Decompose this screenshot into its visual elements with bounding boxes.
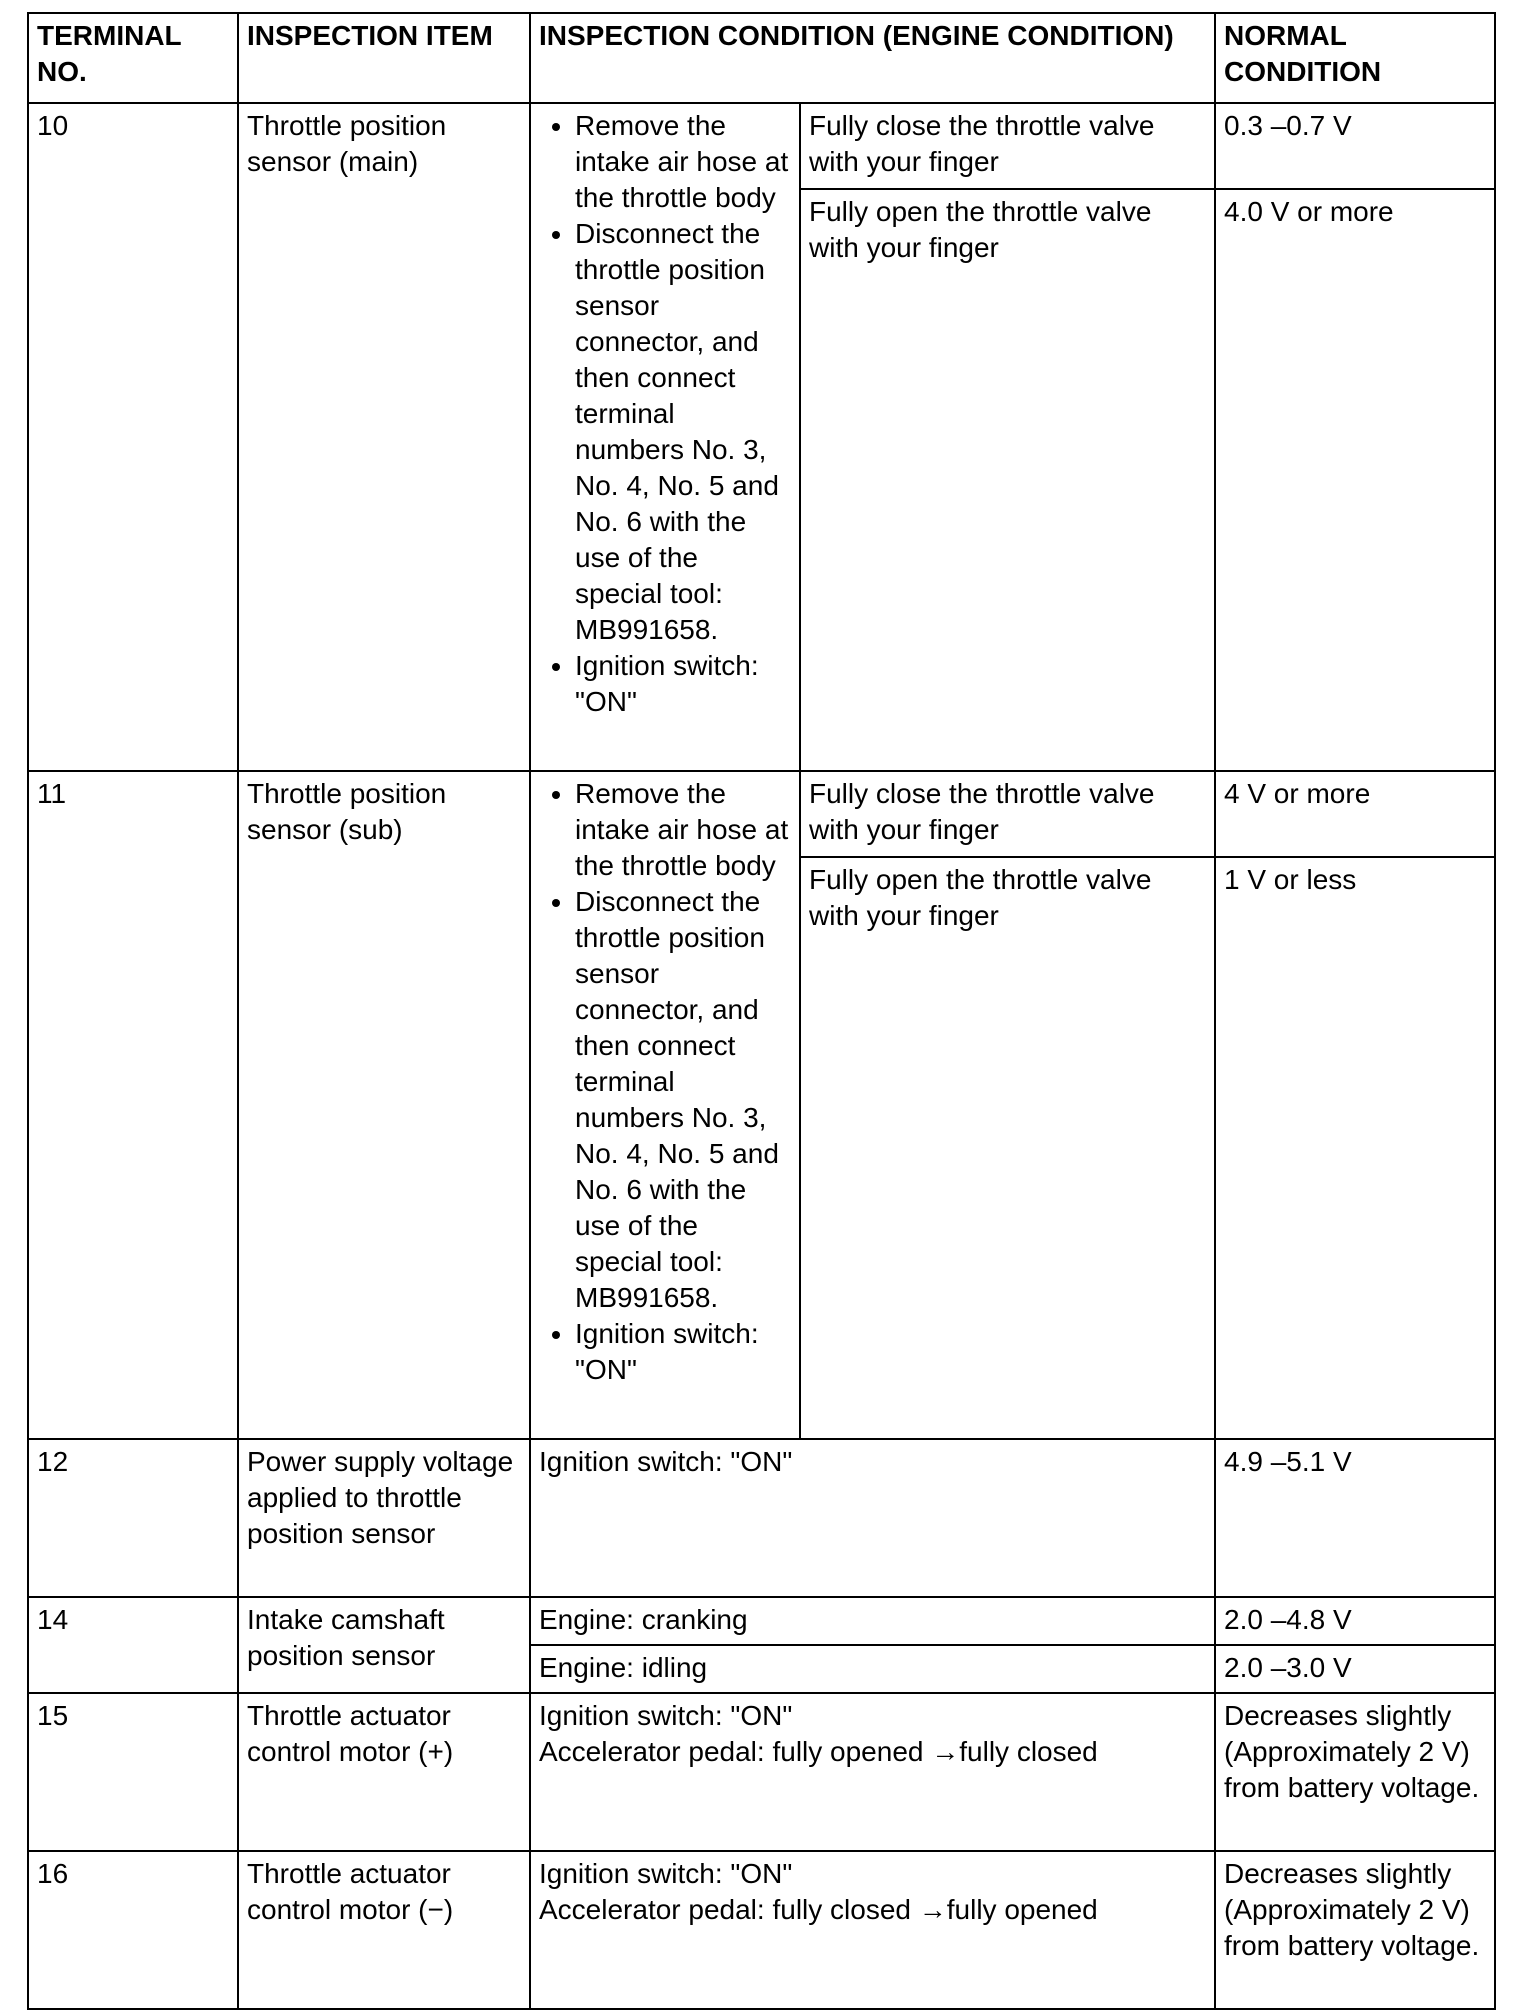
step-item: • Disconnect the throttle position sensor connector, and then connect terminal numbers No. 3, No. 4, No. 5 and No. 6 with the use of the special tool: MB991658. bbox=[575, 216, 791, 648]
normal-condition: 4 V or more bbox=[1215, 771, 1495, 857]
inspection-item: Power supply voltage applied to throttle position sensor bbox=[238, 1439, 530, 1597]
table-row bbox=[28, 1851, 1495, 2009]
inspection-table bbox=[27, 12, 1496, 2010]
table-row bbox=[28, 1597, 1495, 1645]
condition-line: Accelerator pedal: fully opened →fully closed bbox=[539, 1736, 1098, 1767]
inspection-condition bbox=[530, 1693, 1215, 1851]
condition-line: Ignition switch: "ON" bbox=[539, 1700, 793, 1731]
terminal-no: 11 bbox=[28, 771, 238, 1439]
terminal-no: 10 bbox=[28, 103, 238, 771]
sub-condition: Fully close the throttle valve with your finger bbox=[800, 103, 1215, 189]
condition-line: Ignition switch: "ON" bbox=[539, 1858, 793, 1889]
sub-condition: Fully close the throttle valve with your finger bbox=[800, 771, 1215, 857]
normal-condition: 1 V or less bbox=[1215, 857, 1495, 1439]
table-row bbox=[28, 1693, 1495, 1851]
header-inspection-condition: INSPECTION CONDITION (ENGINE CONDITION) bbox=[530, 13, 1215, 103]
inspection-condition: Ignition switch: "ON" bbox=[530, 1439, 1215, 1597]
step-item: • Disconnect the throttle position sensor connector, and then connect terminal numbers No. 3, No. 4, No. 5 and No. 6 with the use of the special tool: MB991658. bbox=[575, 884, 791, 1316]
inspection-condition: Engine: cranking bbox=[530, 1597, 1215, 1645]
sub-condition: Fully open the throttle valve with your finger bbox=[800, 857, 1215, 1439]
inspection-item: Throttle position sensor (main) bbox=[238, 103, 530, 771]
terminal-no: 14 bbox=[28, 1597, 238, 1693]
table-row bbox=[28, 771, 1495, 857]
normal-condition: Decreases slightly (Approximately 2 V) from battery voltage. bbox=[1215, 1851, 1495, 2009]
inspection-steps bbox=[530, 103, 800, 771]
inspection-condition: Engine: idling bbox=[530, 1645, 1215, 1693]
table-row bbox=[28, 103, 1495, 189]
terminal-no: 12 bbox=[28, 1439, 238, 1597]
header-row bbox=[28, 13, 1495, 103]
normal-condition: 0.3 –0.7 V bbox=[1215, 103, 1495, 189]
terminal-no: 16 bbox=[28, 1851, 238, 2009]
inspection-item: Throttle position sensor (sub) bbox=[238, 771, 530, 1439]
normal-condition: 2.0 –4.8 V bbox=[1215, 1597, 1495, 1645]
step-item: • Remove the intake air hose at the throttle body bbox=[575, 776, 791, 884]
header-inspection-item: INSPECTION ITEM bbox=[238, 13, 530, 103]
condition-line: Accelerator pedal: fully closed →fully opened bbox=[539, 1894, 1098, 1925]
header-normal-condition: NORMAL CONDITION bbox=[1215, 13, 1495, 103]
step-item: • Ignition switch: "ON" bbox=[575, 648, 791, 720]
sub-condition: Fully open the throttle valve with your finger bbox=[800, 189, 1215, 771]
normal-condition: Decreases slightly (Approximately 2 V) from battery voltage. bbox=[1215, 1693, 1495, 1851]
normal-condition: 4.0 V or more bbox=[1215, 189, 1495, 771]
inspection-item: Intake camshaft position sensor bbox=[238, 1597, 530, 1693]
step-item: • Remove the intake air hose at the throttle body bbox=[575, 108, 791, 216]
inspection-item: Throttle actuator control motor (+) bbox=[238, 1693, 530, 1851]
table-row bbox=[28, 1439, 1495, 1597]
inspection-condition bbox=[530, 1851, 1215, 2009]
header-terminal-no: TERMINAL NO. bbox=[28, 13, 238, 103]
inspection-item: Throttle actuator control motor (−) bbox=[238, 1851, 530, 2009]
inspection-steps bbox=[530, 771, 800, 1439]
normal-condition: 2.0 –3.0 V bbox=[1215, 1645, 1495, 1693]
normal-condition: 4.9 –5.1 V bbox=[1215, 1439, 1495, 1597]
terminal-no: 15 bbox=[28, 1693, 238, 1851]
step-item: • Ignition switch: "ON" bbox=[575, 1316, 791, 1388]
